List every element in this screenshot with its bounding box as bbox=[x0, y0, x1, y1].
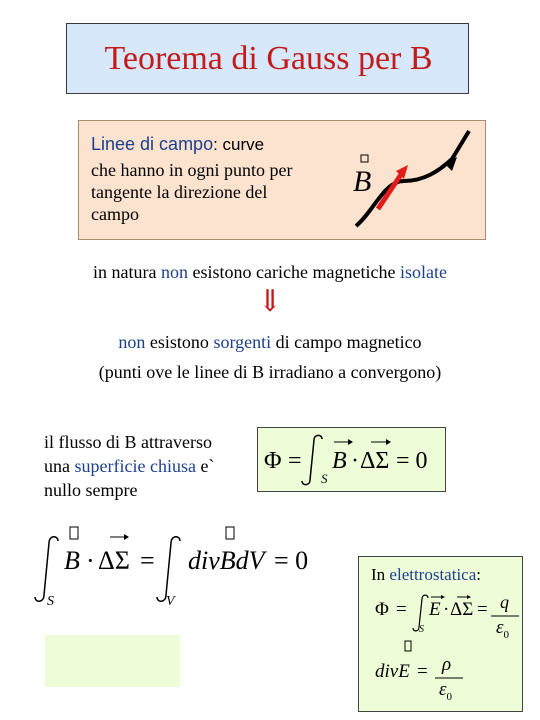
flux-phi: Φ bbox=[264, 448, 282, 474]
consequence-part1: esistono bbox=[145, 332, 214, 352]
consequence-sorgenti: sorgenti bbox=[213, 332, 272, 352]
div-b: B bbox=[64, 546, 80, 575]
title-box bbox=[66, 23, 469, 94]
flux-formula-box bbox=[257, 427, 446, 492]
es-eq2: = bbox=[477, 599, 488, 620]
es-eq3: = bbox=[417, 661, 428, 682]
nature-part2: esistono cariche magnetiche bbox=[188, 262, 400, 282]
nature-isolate: isolate bbox=[399, 262, 447, 282]
es-dot: · bbox=[443, 599, 450, 620]
vector-mark-icon bbox=[361, 155, 368, 162]
nature-part1: in natura bbox=[93, 262, 162, 282]
field-line-curve bbox=[356, 131, 469, 226]
flux-superficie-chiusa: superficie chiusa bbox=[74, 456, 196, 476]
definition-term: Linee di campo bbox=[91, 134, 214, 154]
flux-eq: = bbox=[288, 448, 302, 474]
definition-box bbox=[78, 120, 486, 240]
consequence-non: non bbox=[118, 332, 146, 352]
electrostatics-label-in: In bbox=[371, 565, 390, 584]
div-sub-s: S bbox=[47, 594, 54, 609]
es-phi: Φ bbox=[375, 599, 389, 620]
definition-symbol: B bbox=[353, 165, 372, 198]
flux-line2b: e` bbox=[195, 456, 215, 476]
es-eq: = bbox=[396, 599, 407, 620]
closed-surface-mark-icon bbox=[70, 527, 78, 539]
integral-sign-s-icon bbox=[35, 537, 58, 602]
flux-delta-sigma: ΔΣ bbox=[360, 448, 390, 474]
vector-arrow-sigma-head bbox=[386, 439, 391, 445]
flux-line2a: una bbox=[44, 456, 75, 476]
es-e: E bbox=[429, 599, 441, 620]
definition-line1 bbox=[91, 133, 264, 156]
div-vector-arrow-head bbox=[124, 534, 129, 540]
es-rho: ρ bbox=[442, 654, 452, 675]
es-eps-zero-b: 0 bbox=[446, 690, 452, 703]
es-eps-zero: 0 bbox=[503, 628, 509, 641]
definition-colon-rest: : curve bbox=[213, 135, 265, 154]
div-eq-zero: = 0 bbox=[274, 546, 309, 575]
es-eps: ε bbox=[496, 617, 504, 638]
electrostatics-label-term: elettrostatica bbox=[389, 565, 477, 584]
page-title: Teorema di Gauss per B bbox=[104, 40, 433, 77]
nature-line bbox=[0, 262, 540, 283]
integral-sign-v-icon bbox=[157, 537, 180, 602]
consequence-part2: di campo magnetico bbox=[271, 332, 422, 352]
es-eps0 bbox=[496, 617, 509, 641]
definition-line3: tangente la direzione del bbox=[91, 182, 268, 202]
flux-sub-s: S bbox=[321, 471, 328, 486]
flux-eq-zero: = 0 bbox=[396, 448, 428, 474]
es-sub-s: S bbox=[419, 624, 424, 635]
div-sub-v: V bbox=[166, 594, 175, 609]
blank-green-box bbox=[45, 635, 180, 687]
electrostatics-label-colon: : bbox=[476, 565, 481, 584]
es-eps0b bbox=[439, 679, 452, 703]
es-dive: divE bbox=[375, 661, 410, 682]
es-delta-sigma: ΔΣ bbox=[450, 599, 474, 620]
flux-line2 bbox=[44, 455, 214, 477]
tangent-vector bbox=[378, 173, 402, 209]
es-div-mark-icon bbox=[405, 641, 411, 651]
integral-sign-icon bbox=[302, 435, 322, 484]
flux-line3: nullo sempre bbox=[44, 480, 138, 500]
div-dot: · bbox=[86, 546, 95, 575]
es-eps-b: ε bbox=[439, 679, 447, 700]
definition-line2: che hanno in ogni punto per bbox=[91, 160, 293, 180]
div-eq: = bbox=[140, 546, 155, 575]
flux-b: B bbox=[332, 448, 347, 474]
volume-mark-icon bbox=[226, 527, 234, 539]
nature-non: non bbox=[161, 262, 189, 282]
consequence-line2: (punti ove le linee di B irradiano a convergono) bbox=[98, 362, 442, 382]
implies-arrow-icon: ⇓ bbox=[257, 285, 283, 318]
flux-dot: · bbox=[351, 448, 359, 474]
definition-line4: campo bbox=[91, 204, 139, 224]
flux-line1: il flusso di B attraverso bbox=[44, 432, 212, 452]
div-divbdv: divBdV bbox=[188, 546, 265, 575]
electrostatics-box bbox=[358, 556, 523, 712]
consequence-line1 bbox=[0, 332, 540, 353]
es-q: q bbox=[500, 592, 509, 612]
div-delta-sigma: ΔΣ bbox=[98, 546, 130, 575]
vector-arrow-b-head bbox=[348, 439, 353, 445]
